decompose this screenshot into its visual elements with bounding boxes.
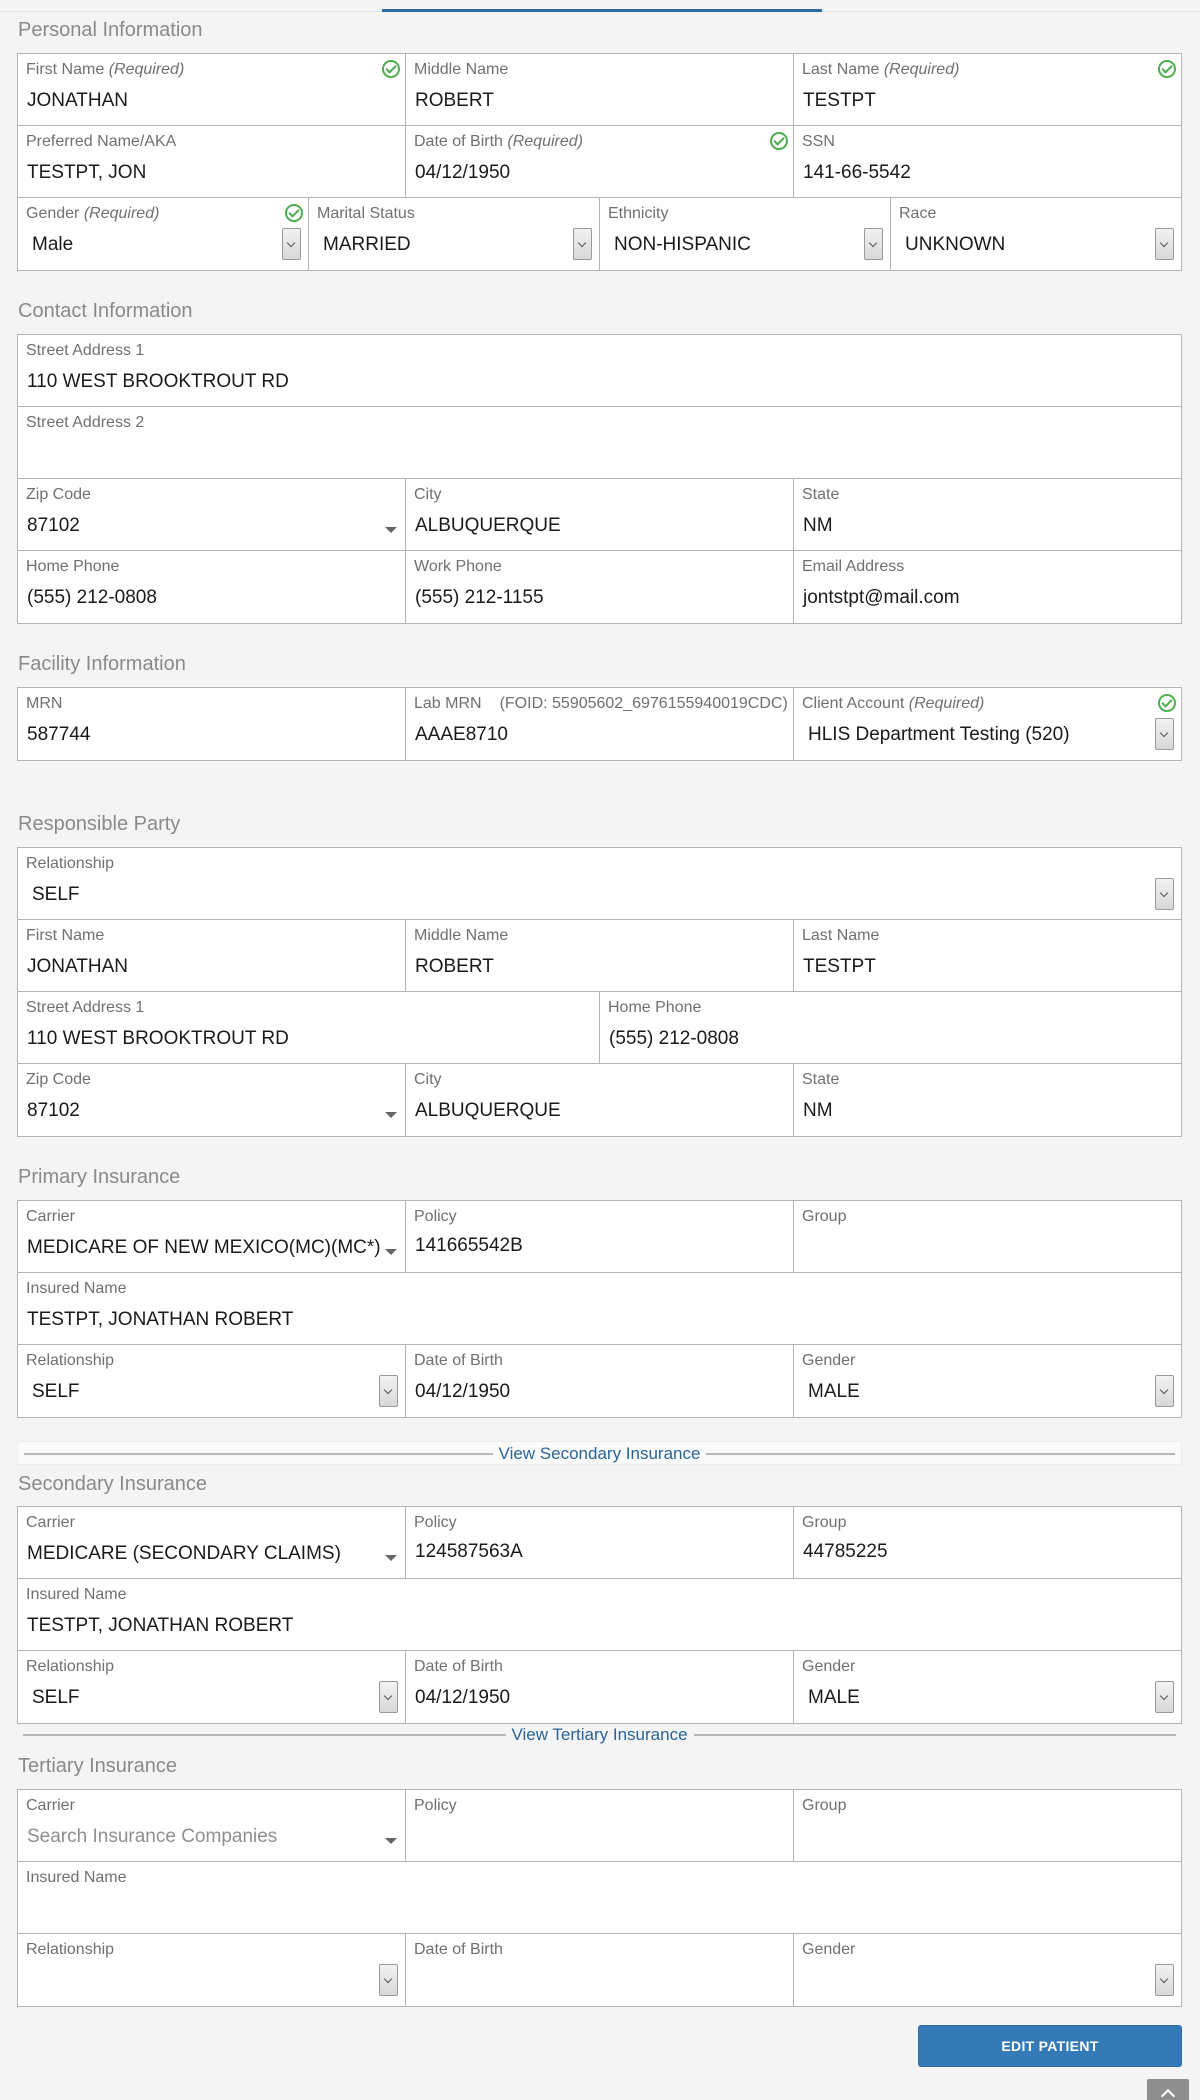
primary-insured-name-label: Insured Name	[26, 1280, 127, 1297]
street-address-2-field[interactable]	[18, 407, 1181, 478]
rp-middle-name-label: Middle Name	[414, 927, 509, 944]
work-phone-field[interactable]	[406, 551, 794, 623]
caret-down-icon[interactable]	[385, 1112, 397, 1118]
dropdown-arrow-icon[interactable]	[1155, 878, 1174, 910]
primary-policy-label: Policy	[414, 1208, 457, 1225]
dropdown-arrow-icon[interactable]	[573, 228, 592, 260]
primary-relationship-value: SELF	[32, 1381, 80, 1402]
check-circle-icon	[1158, 694, 1176, 712]
dropdown-arrow-icon[interactable]	[1155, 1964, 1174, 1996]
primary-dob-value: 04/12/1950	[415, 1381, 511, 1402]
ethnicity-select[interactable]	[600, 198, 891, 270]
section-title-facility: Facility Information	[18, 653, 186, 675]
gender-select[interactable]	[18, 198, 309, 270]
check-circle-icon	[1158, 60, 1176, 78]
rp-state-field[interactable]	[794, 1064, 1181, 1136]
rp-home-phone-label: Home Phone	[608, 999, 702, 1016]
tertiary-policy-label: Policy	[414, 1797, 457, 1814]
gender-value: Male	[32, 234, 74, 255]
tertiary-relationship-label: Relationship	[26, 1941, 115, 1958]
caret-down-icon[interactable]	[385, 1555, 397, 1561]
dropdown-arrow-icon[interactable]	[282, 228, 301, 260]
city-label: City	[414, 486, 442, 503]
secondary-group-field[interactable]	[794, 1507, 1181, 1578]
city-field[interactable]	[406, 479, 794, 550]
marital-status-select[interactable]	[309, 198, 600, 270]
rp-relationship-select[interactable]	[18, 848, 1181, 919]
email-value: jontstpt@mail.com	[803, 587, 960, 608]
lab-mrn-label: Lab MRN	[414, 695, 482, 712]
rp-last-name-value: TESTPT	[803, 956, 876, 977]
required-tag: (Required)	[908, 695, 985, 712]
primary-insured-name-value: TESTPT, JONATHAN ROBERT	[27, 1309, 294, 1330]
rp-street-address-field[interactable]	[18, 992, 600, 1063]
dropdown-arrow-icon[interactable]	[1155, 718, 1174, 750]
street-address-1-value: 110 WEST BROOKTROUT RD	[27, 371, 289, 392]
secondary-dob-field[interactable]	[406, 1651, 794, 1723]
section-title-personal: Personal Information	[18, 19, 203, 41]
tertiary-dob-label: Date of Birth	[414, 1941, 503, 1958]
section-title-primary-insurance: Primary Insurance	[18, 1166, 181, 1188]
rp-city-field[interactable]	[406, 1064, 794, 1136]
dropdown-arrow-icon[interactable]	[379, 1681, 398, 1713]
primary-gender-value: MALE	[808, 1381, 860, 1402]
dob-label: Date of Birth	[414, 133, 503, 150]
ethnicity-value: NON-HISPANIC	[614, 234, 751, 255]
work-phone-label: Work Phone	[414, 558, 502, 575]
lab-mrn-value: AAAE8710	[415, 724, 508, 745]
caret-down-icon[interactable]	[385, 1838, 397, 1844]
marital-status-label: Marital Status	[317, 205, 415, 222]
primary-gender-select[interactable]	[794, 1345, 1181, 1417]
rp-state-label: State	[802, 1071, 840, 1088]
rp-zip-code-value: 87102	[27, 1100, 80, 1121]
tertiary-group-label: Group	[802, 1797, 847, 1814]
secondary-policy-label: Policy	[414, 1514, 457, 1531]
mrn-label: MRN	[26, 695, 63, 712]
rp-relationship-label: Relationship	[26, 855, 115, 872]
marital-status-value: MARRIED	[323, 234, 411, 255]
primary-carrier-value: MEDICARE OF NEW MEXICO(MC)(MC*)	[27, 1237, 381, 1258]
ssn-field[interactable]	[794, 126, 1181, 197]
primary-relationship-select[interactable]	[18, 1345, 406, 1417]
secondary-policy-value: 124587563A	[415, 1541, 523, 1562]
preferred-name-label: Preferred Name/AKA	[26, 133, 177, 150]
rp-last-name-field[interactable]	[794, 920, 1181, 991]
home-phone-label: Home Phone	[26, 558, 120, 575]
secondary-gender-value: MALE	[808, 1687, 860, 1708]
race-value: UNKNOWN	[905, 234, 1006, 255]
primary-policy-value: 141665542B	[415, 1235, 523, 1256]
rp-zip-code-field[interactable]	[18, 1064, 406, 1136]
street-address-2-label: Street Address 2	[26, 414, 145, 431]
tertiary-insured-name-label: Insured Name	[26, 1869, 127, 1886]
state-label: State	[802, 486, 840, 503]
street-address-1-label: Street Address 1	[26, 342, 145, 359]
section-title-tertiary-insurance: Tertiary Insurance	[18, 1755, 177, 1777]
foid-text: (FOID: 55905602_6976155940019CDC)	[499, 695, 788, 712]
check-circle-icon	[382, 60, 400, 78]
tertiary-carrier-label: Carrier	[26, 1797, 75, 1814]
secondary-dob-value: 04/12/1950	[415, 1687, 511, 1708]
secondary-insurance-grid	[17, 1506, 1182, 1724]
email-label: Email Address	[802, 558, 905, 575]
work-phone-value: (555) 212-1155	[415, 587, 544, 608]
caret-down-icon[interactable]	[385, 1249, 397, 1255]
email-field[interactable]	[794, 551, 1181, 623]
last-name-field[interactable]	[794, 54, 1181, 125]
rp-state-value: NM	[803, 1100, 833, 1121]
primary-insurance-grid	[17, 1200, 1182, 1418]
rp-home-phone-field[interactable]	[600, 992, 1181, 1063]
home-phone-field[interactable]	[18, 551, 406, 623]
primary-carrier-select[interactable]	[18, 1201, 406, 1272]
check-circle-icon	[770, 132, 788, 150]
race-label: Race	[899, 205, 937, 222]
rp-middle-name-value: ROBERT	[415, 956, 494, 977]
section-title-contact: Contact Information	[18, 300, 193, 322]
view-secondary-insurance-toggle[interactable]	[17, 1441, 1182, 1465]
tertiary-gender-select[interactable]	[794, 1934, 1181, 2006]
secondary-relationship-label: Relationship	[26, 1658, 115, 1675]
middle-name-label: Middle Name	[414, 61, 509, 78]
check-circle-icon	[285, 204, 303, 222]
secondary-insured-name-field[interactable]	[18, 1579, 1181, 1650]
mrn-value: 587744	[27, 724, 91, 745]
secondary-gender-select[interactable]	[794, 1651, 1181, 1723]
tertiary-insured-name-field[interactable]	[18, 1862, 1181, 1933]
preferred-name-value: TESTPT, JON	[27, 162, 147, 183]
tertiary-policy-field[interactable]	[406, 1790, 794, 1861]
secondary-insured-name-label: Insured Name	[26, 1586, 127, 1603]
primary-group-field[interactable]	[794, 1201, 1181, 1272]
section-title-responsible-party: Responsible Party	[18, 813, 181, 835]
zip-code-label: Zip Code	[26, 486, 91, 503]
view-secondary-insurance-link[interactable]: View Secondary Insurance	[493, 1444, 707, 1464]
caret-down-icon[interactable]	[385, 527, 397, 533]
rp-zip-code-label: Zip Code	[26, 1071, 91, 1088]
rp-first-name-field[interactable]	[18, 920, 406, 991]
rp-home-phone-value: (555) 212-0808	[609, 1028, 739, 1049]
secondary-group-value: 44785225	[803, 1541, 888, 1562]
section-title-secondary-insurance: Secondary Insurance	[18, 1473, 208, 1495]
zip-code-field[interactable]	[18, 479, 406, 550]
secondary-carrier-value: MEDICARE (SECONDARY CLAIMS)	[27, 1543, 341, 1564]
middle-name-value: ROBERT	[415, 90, 494, 111]
dropdown-arrow-icon[interactable]	[1155, 228, 1174, 260]
dropdown-arrow-icon[interactable]	[379, 1375, 398, 1407]
client-account-label: Client Account	[802, 695, 905, 712]
lab-mrn-field[interactable]	[406, 688, 794, 760]
gender-label: Gender	[26, 205, 80, 222]
zip-code-value: 87102	[27, 515, 80, 536]
facility-info-grid	[17, 687, 1182, 761]
tertiary-group-field[interactable]	[794, 1790, 1181, 1861]
secondary-carrier-select[interactable]	[18, 1507, 406, 1578]
required-tag: (Required)	[108, 61, 185, 78]
primary-relationship-label: Relationship	[26, 1352, 115, 1369]
primary-gender-label: Gender	[802, 1352, 856, 1369]
middle-name-field[interactable]	[406, 54, 794, 125]
tertiary-gender-label: Gender	[802, 1941, 856, 1958]
state-field[interactable]	[794, 479, 1181, 550]
ssn-label: SSN	[802, 133, 835, 150]
top-tab-bar	[0, 0, 1200, 12]
tertiary-insurance-grid	[17, 1789, 1182, 2007]
chevron-up-icon[interactable]	[1147, 2079, 1189, 2100]
client-account-select[interactable]	[794, 688, 1181, 760]
secondary-gender-label: Gender	[802, 1658, 856, 1675]
active-tab-indicator	[382, 9, 822, 12]
dropdown-arrow-icon[interactable]	[379, 1964, 398, 1996]
secondary-dob-label: Date of Birth	[414, 1658, 503, 1675]
required-tag: (Required)	[883, 61, 960, 78]
first-name-value: JONATHAN	[27, 90, 128, 111]
tertiary-carrier-placeholder: Search Insurance Companies	[27, 1826, 278, 1847]
first-name-field[interactable]	[18, 54, 406, 125]
city-value: ALBUQUERQUE	[415, 515, 561, 536]
last-name-value: TESTPT	[803, 90, 876, 111]
contact-info-grid	[17, 334, 1182, 624]
street-address-1-field[interactable]	[18, 335, 1181, 406]
primary-policy-field[interactable]	[406, 1201, 794, 1272]
rp-first-name-value: JONATHAN	[27, 956, 128, 977]
view-tertiary-insurance-link[interactable]: View Tertiary Insurance	[505, 1725, 693, 1745]
rp-first-name-label: First Name	[26, 927, 105, 944]
dropdown-arrow-icon[interactable]	[1155, 1375, 1174, 1407]
state-value: NM	[803, 515, 833, 536]
secondary-group-label: Group	[802, 1514, 847, 1531]
ethnicity-label: Ethnicity	[608, 205, 669, 222]
client-account-value: HLIS Department Testing (520)	[808, 724, 1070, 745]
required-tag: (Required)	[507, 133, 583, 150]
tertiary-carrier-select[interactable]	[18, 1790, 406, 1861]
preferred-name-field[interactable]	[18, 126, 406, 197]
rp-last-name-label: Last Name	[802, 927, 880, 944]
dob-field[interactable]	[406, 126, 794, 197]
rp-street-address-value: 110 WEST BROOKTROUT RD	[27, 1028, 289, 1049]
home-phone-value: (555) 212-0808	[27, 587, 157, 608]
edit-patient-button[interactable]: EDIT PATIENT	[918, 2025, 1182, 2067]
secondary-insured-name-value: TESTPT, JONATHAN ROBERT	[27, 1615, 294, 1636]
dropdown-arrow-icon[interactable]	[1155, 1681, 1174, 1713]
secondary-relationship-select[interactable]	[18, 1651, 406, 1723]
rp-city-value: ALBUQUERQUE	[415, 1100, 561, 1121]
rp-relationship-value: SELF	[32, 884, 80, 905]
primary-group-label: Group	[802, 1208, 847, 1225]
secondary-carrier-label: Carrier	[26, 1514, 75, 1531]
responsible-party-grid	[17, 847, 1182, 1137]
tertiary-relationship-select[interactable]	[18, 1934, 406, 2006]
required-tag: (Required)	[83, 205, 160, 222]
secondary-relationship-value: SELF	[32, 1687, 80, 1708]
ssn-value: 141-66-5542	[803, 162, 911, 183]
first-name-label: First Name	[26, 61, 105, 78]
rp-middle-name-field[interactable]	[406, 920, 794, 991]
rp-city-label: City	[414, 1071, 442, 1088]
mrn-field[interactable]	[18, 688, 406, 760]
last-name-label: Last Name	[802, 61, 880, 78]
tertiary-dob-field[interactable]	[406, 1934, 794, 2006]
secondary-policy-field[interactable]	[406, 1507, 794, 1578]
rp-street-address-label: Street Address 1	[26, 999, 145, 1016]
primary-dob-field[interactable]	[406, 1345, 794, 1417]
dob-value: 04/12/1950	[415, 162, 511, 183]
race-select[interactable]	[891, 198, 1181, 270]
primary-dob-label: Date of Birth	[414, 1352, 503, 1369]
personal-info-grid	[17, 53, 1182, 271]
primary-carrier-label: Carrier	[26, 1208, 75, 1225]
primary-insured-name-field[interactable]	[18, 1273, 1181, 1344]
view-tertiary-insurance-toggle[interactable]	[17, 1724, 1182, 1746]
dropdown-arrow-icon[interactable]	[864, 228, 883, 260]
